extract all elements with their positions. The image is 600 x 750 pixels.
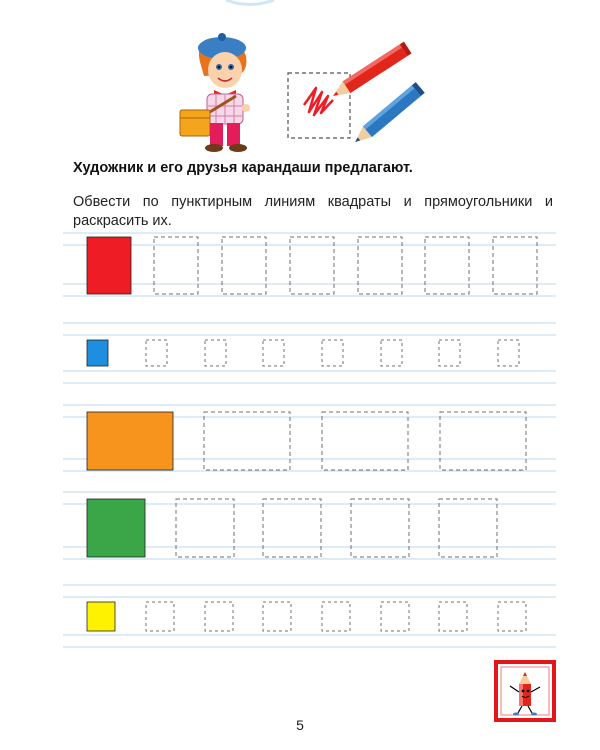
page-number: 5 xyxy=(296,717,304,733)
dashed-square xyxy=(381,340,402,366)
blue-sample-square xyxy=(87,340,108,366)
row-2-squares xyxy=(87,340,519,366)
orange-sample-rectangle xyxy=(87,412,173,470)
dashed-square xyxy=(381,602,409,631)
pencil-character-icon xyxy=(494,660,556,722)
dashed-square xyxy=(498,340,519,366)
dashed-rectangle xyxy=(439,499,497,557)
dashed-square xyxy=(222,237,266,294)
dashed-square xyxy=(146,340,167,366)
yellow-sample-square xyxy=(87,602,115,631)
dashed-rectangle xyxy=(263,499,321,557)
dashed-square xyxy=(493,237,537,294)
row-1-squares xyxy=(87,237,537,294)
dashed-square xyxy=(205,340,226,366)
dashed-square xyxy=(425,237,469,294)
red-sample-square xyxy=(87,237,131,294)
dashed-square xyxy=(290,237,334,294)
row-5-squares xyxy=(87,602,526,631)
dashed-square xyxy=(322,602,350,631)
dashed-square xyxy=(439,602,467,631)
dashed-square xyxy=(322,340,343,366)
dashed-square xyxy=(439,340,460,366)
dashed-rectangle xyxy=(176,499,234,557)
worksheet-heading: Художник и его друзья карандаши предлагают. xyxy=(73,160,413,176)
row-4-rectangles xyxy=(87,499,497,557)
dashed-rectangle xyxy=(440,412,526,470)
dashed-square xyxy=(146,602,174,631)
dashed-rectangle xyxy=(322,412,408,470)
green-sample-rectangle xyxy=(87,499,145,557)
dashed-square xyxy=(263,340,284,366)
dashed-rectangle xyxy=(204,412,290,470)
worksheet-instruction: Обвести по пунктирным линиям квадраты и прямоугольники и раскрасить их. xyxy=(73,194,553,229)
dashed-square xyxy=(498,602,526,631)
dashed-square xyxy=(358,237,402,294)
dashed-rectangle xyxy=(351,499,409,557)
dashed-square xyxy=(154,237,198,294)
dashed-square xyxy=(205,602,233,631)
row-3-rectangles xyxy=(87,412,526,470)
dashed-square xyxy=(263,602,291,631)
